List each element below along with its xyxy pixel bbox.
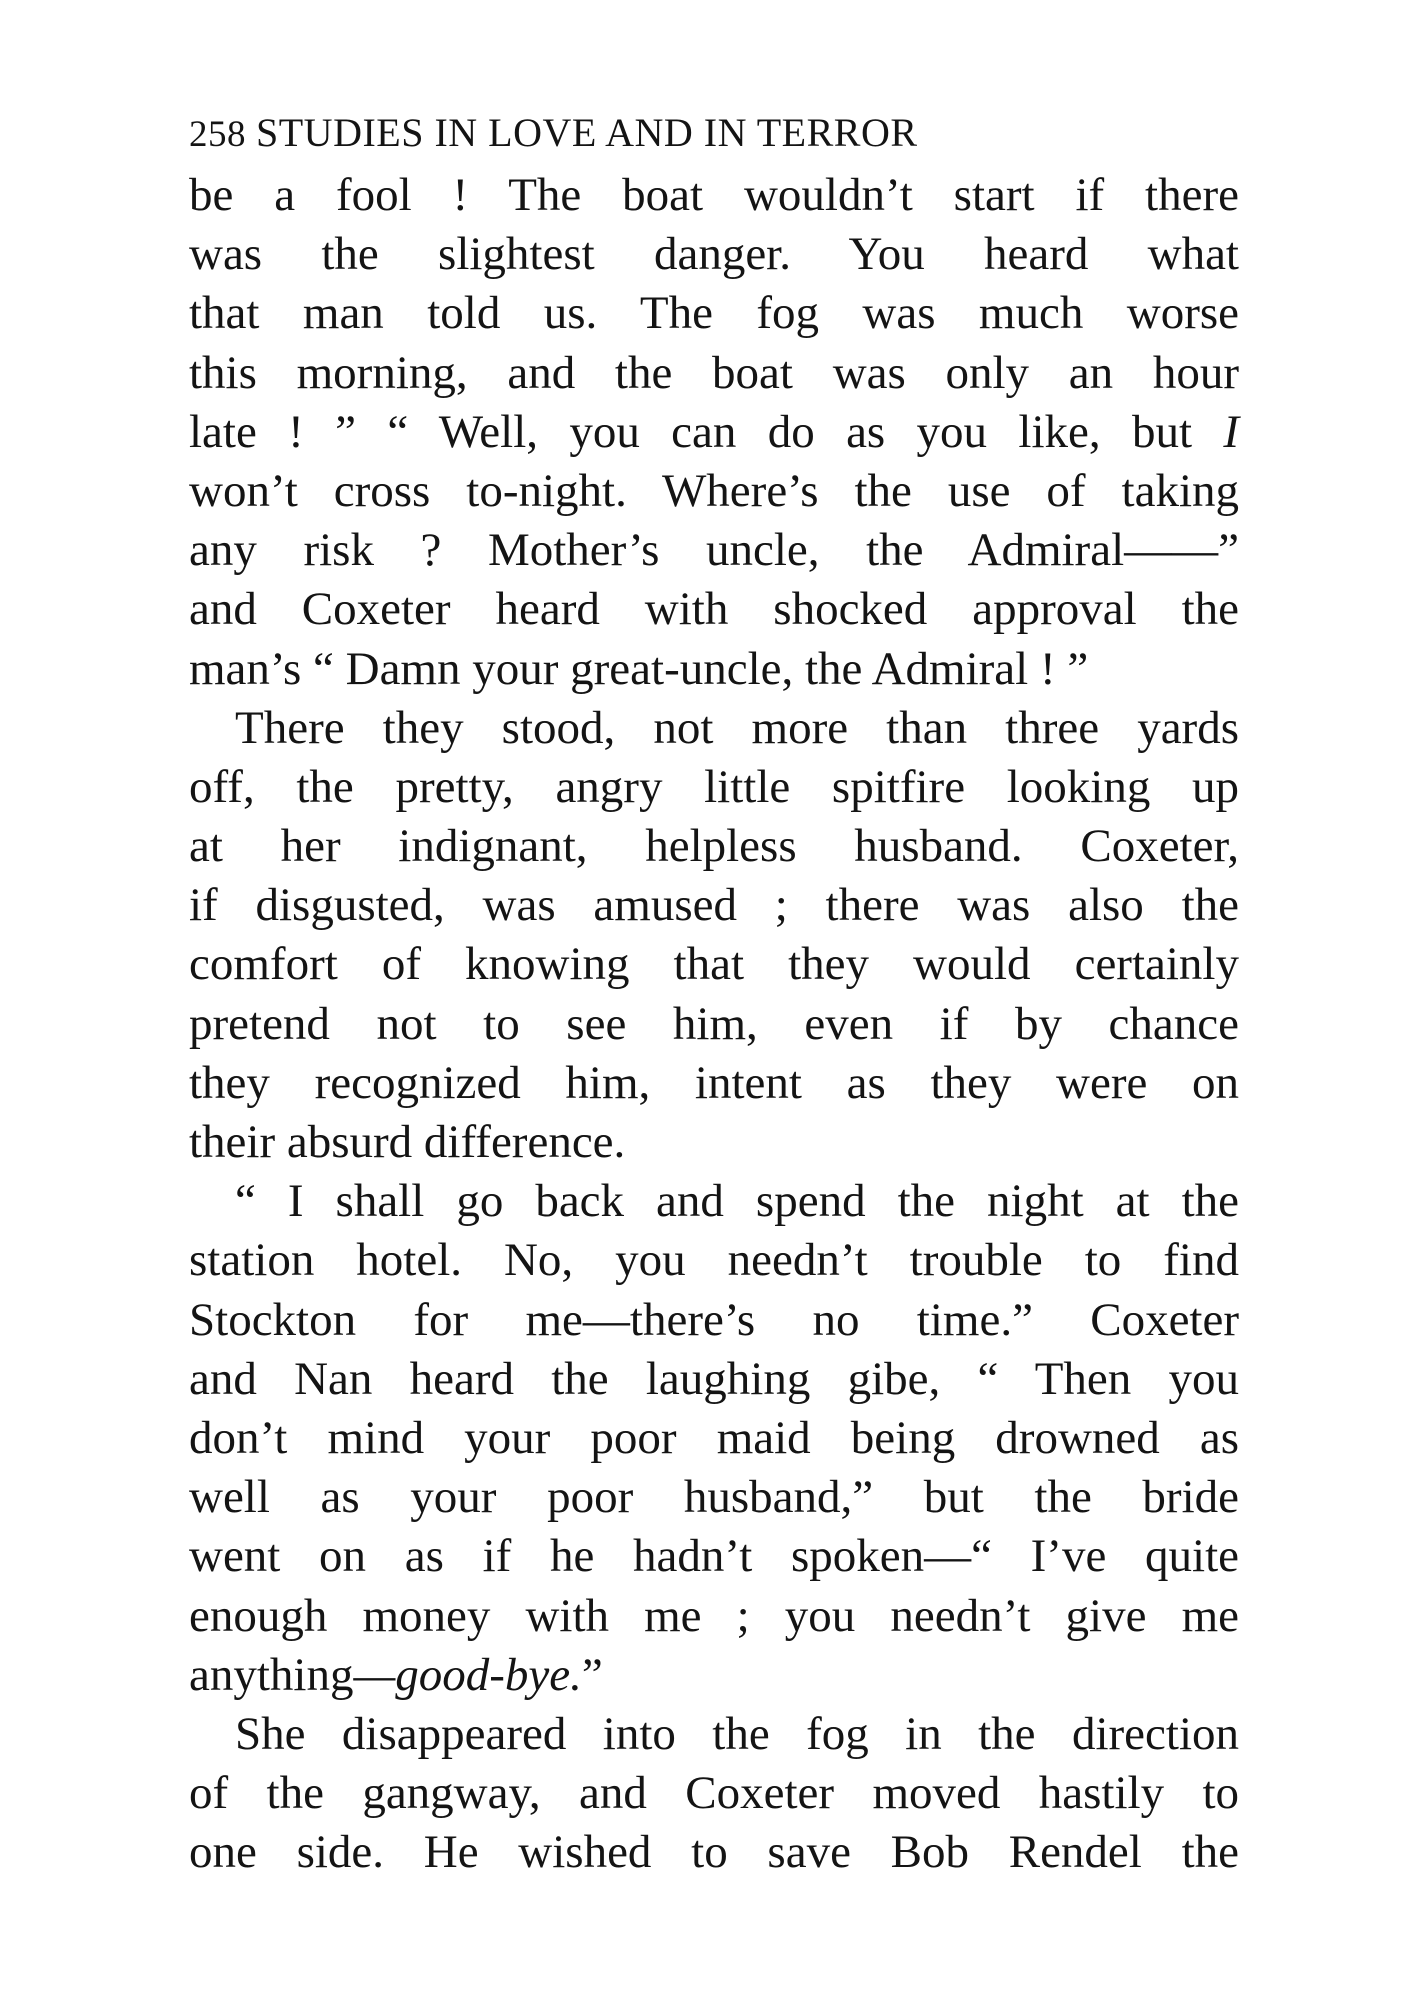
text-line-with-italic <box>189 403 1239 462</box>
running-head <box>189 100 1239 166</box>
text-line: their absurd difference. <box>189 1116 626 1168</box>
closing-quote: ” <box>581 1648 603 1701</box>
text-line: one side. He wished to save Bob Rendel the <box>189 1826 1239 1879</box>
text-line: well as your poor husband,” but the bride <box>189 1471 1239 1524</box>
text-segment: late ! ” “ Well, you can do as you like, but <box>189 405 1192 458</box>
text-line: they recognized him, intent as they were on <box>189 1056 1239 1109</box>
text-segment: anything <box>189 1648 354 1701</box>
text-line: pretend not to see him, even if by chance <box>189 997 1239 1050</box>
text-line: was the slightest danger. You heard what <box>189 228 1239 281</box>
text-line: won’t cross to-night. Where’s the use of taking <box>189 464 1239 517</box>
text-line-with-italic <box>189 1646 1239 1705</box>
text-line: at her indignant, helpless husband. Coxeter, <box>189 820 1239 873</box>
text-line: She disappeared into the fog in the direction <box>235 1707 1239 1760</box>
body-text <box>189 166 1239 1882</box>
text-line: station hotel. No, you needn’t trouble to find <box>189 1234 1239 1287</box>
italic-emphasis: —good-bye. <box>353 1648 582 1701</box>
text-line: and Coxeter heard with shocked approval the <box>189 583 1239 636</box>
text-line: There they stood, not more than three yards <box>235 701 1239 754</box>
page-number: 258 <box>189 114 246 155</box>
text-line: off, the pretty, angry little spitfire looking up <box>189 760 1239 813</box>
text-line: that man told us. The fog was much worse <box>189 287 1239 340</box>
text-line: Stockton for me—there’s no time.” Coxeter <box>189 1293 1239 1346</box>
text-line: comfort of knowing that they would certainly <box>189 938 1239 991</box>
text-line: if disgusted, was amused ; there was also the <box>189 879 1239 932</box>
text-line: any risk ? Mother’s uncle, the Admiral——” <box>189 524 1239 577</box>
book-page <box>189 100 1239 1882</box>
text-line: don’t mind your poor maid being drowned as <box>189 1411 1239 1464</box>
text-line: and Nan heard the laughing gibe, “ Then you <box>189 1352 1239 1405</box>
text-line: went on as if he hadn’t spoken—“ I’ve quite <box>189 1530 1239 1583</box>
italic-emphasis: I <box>1223 405 1239 458</box>
text-line: be a fool ! The boat wouldn’t start if there <box>189 169 1239 221</box>
text-line: this morning, and the boat was only an hour <box>189 346 1239 399</box>
text-line: man’s “ Damn your great-uncle, the Admiral ! ” <box>189 642 1089 695</box>
text-line: of the gangway, and Coxeter moved hastily to <box>189 1767 1239 1820</box>
running-title: STUDIES IN LOVE AND IN TERROR <box>256 110 918 155</box>
text-line: “ I shall go back and spend the night at the <box>235 1175 1239 1228</box>
text-line: enough money with me ; you needn’t give me <box>189 1589 1239 1642</box>
